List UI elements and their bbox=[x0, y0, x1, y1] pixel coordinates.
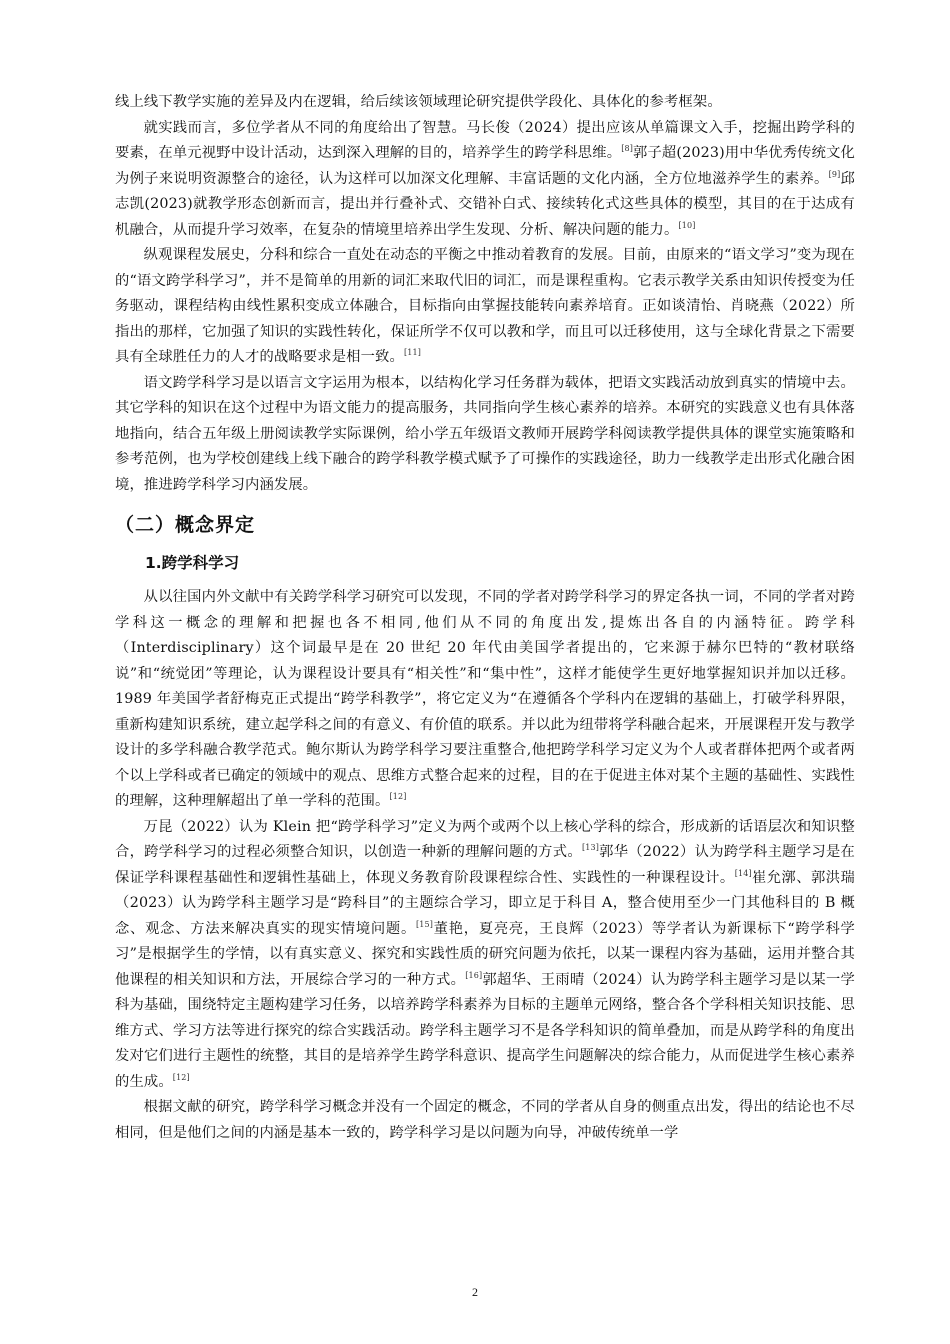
citation-marker: [10] bbox=[678, 220, 696, 230]
page-content bbox=[115, 90, 855, 1146]
paragraph-text: 就实践而言，多位学者从不同的角度给出了智慧。马长俊（2024）提出应该从单篇课文入手，挖掘出跨学科的要素，在单元视野中设计活动，达到深入理解的目的，培养学生的跨学科思维。 bbox=[115, 119, 855, 161]
paragraph-text: 从以往国内外文献中有关跨学科学习研究可以发现，不同的学者对跨学科学习的界定各执一词，不同的学者对跨学科这一概念的理解和把握也各不相同,他们从不同的角度出发,提炼出各自的内涵特征。跨学科（Interdisciplinary）这个词最早是在 20 世纪 20 年代由美国学者提出的，它来源于赫尔巴特的“教材联络说”和“统觉团”等理论，认为课程设计要具有“相关性”和“集中性”，这样才能使学生更好地掌握知识并加以迁移。1989 年美国学者舒梅克正式提出“跨学科教学”，将它定义为“在遵循各个学科内在逻辑的基础上，打破学科界限，重新构建知识系统，建立起学科之间的有意义、有价值的联系。并以此为纽带将学科融合起来，开展课程开发与教学设计的多学科融合教学范式。鲍尔斯认为跨学科学习要注重整合,他把跨学科学习定义为个人或者群体把两个或者两个以上学科或者已确定的领域中的观点、思维方式整合起来的过程，目的在于促进主体对某个主题的基础性、实践性的理解，这种理解超出了单一学科的范围。 bbox=[115, 589, 855, 809]
paragraph-text: 邱志凯(2023)就教学形态创新而言，提出并行叠补式、交错补白式、接续转化式这些具体的模型，其目的在于达成有机融合，从而提升学习效率，在复杂的情境里培养出学生发现、分析、解决问题的能力。 bbox=[115, 170, 855, 238]
paragraph-text: 崔允漷、郭洪瑞（2023）认为跨学科主题学习是“跨科目”的主题综合学习，即立足于科目 A，整合使用至少一门其他科目的 B 概念、观念、方法来解决真实的现实情境问题。 bbox=[115, 869, 855, 937]
citation-marker: [15] bbox=[416, 919, 434, 929]
citation-marker: [11] bbox=[403, 348, 421, 357]
citation-marker: [8] bbox=[621, 144, 633, 153]
paragraph-text: 郭超华、王雨晴（2024）认为跨学科主题学习是以某一学科为基础，围绕特定主题构建学习任务，以培养跨学科素养为目标的主题单元网络，整合各个学科相关知识技能、思维方式、学习方法等进行探究的综合实践活动。跨学科主题学习不是各学科知识的简单叠加，而是从跨学科的角度出发对它们进行主题性的统整，其目的是培养学生跨学科意识、提高学生问题解决的综合能力，从而促进学生核心素养的生成。 bbox=[115, 971, 855, 1090]
section-heading: （二）概念界定 bbox=[115, 514, 256, 536]
citation-marker: [12] bbox=[172, 1072, 190, 1082]
citation-marker: [16] bbox=[465, 970, 483, 980]
body-paragraph bbox=[115, 585, 855, 815]
citation-marker: [13] bbox=[581, 843, 599, 852]
paragraph-text: 郭子超(2023)用中华优秀传统文化为例子来说明资源整合的途径，认为这样可以加深文化理解、丰富话题的文化内涵，全方位地滋养学生的素养。 bbox=[115, 145, 855, 187]
body-paragraph: 根据文献的研究，跨学科学习概念并没有一个固定的概念，不同的学者从自身的侧重点出发，得出的结论也不尽相同，但是他们之间的内涵是基本一致的，跨学科学习是以问题为向导，冲破传统单一学 bbox=[115, 1099, 855, 1141]
body-paragraph bbox=[115, 243, 855, 371]
top-paragraphs bbox=[115, 90, 855, 498]
body-paragraph: 线上线下教学实施的差异及内在逻辑，给后续该领域理论研究提供学段化、具体化的参考框架。 bbox=[115, 94, 722, 110]
paragraph-text: 董艳，夏亮亮，王良辉（2023）等学者认为新课标下“跨学科学习”是根据学生的学情，以有真实意义、探究和实践性质的研究问题为依托，以某一课程内容为基础，运用并整合其他课程的相关知识和方法，开展综合学习的一种方式。 bbox=[115, 920, 855, 988]
body-paragraph: 语文跨学科学习是以语言文字运用为根本，以结构化学习任务群为载体，把语文实践活动放到真实的情境中去。其它学科的知识在这个过程中为语文能力的提高服务，共同指向学生核心素养的培养。本研究的实践意义也有具体落地指向，结合五年级上册阅读教学实际课例，给小学五年级语文教师开展跨学科阅读教学提供具体的课堂实施策略和参考范例，也为学校创建线上线下融合的跨学科教学模式赋予了可操作的实践途径，助力一线教学走出形式化融合困境，推进跨学科学习内涵发展。 bbox=[115, 374, 855, 493]
body-paragraph bbox=[115, 116, 855, 244]
citation-marker: [9] bbox=[828, 169, 841, 179]
subsection-heading: 1.跨学科学习 bbox=[145, 554, 240, 572]
citation-marker: [14] bbox=[734, 868, 752, 878]
paragraph-text: 纵观课程发展史，分科和综合一直处在动态的平衡之中推动着教育的发展。目前，由原来的“语文学习”变为现在的“语文跨学科学习”，并不是简单的用新的词汇来取代旧的词汇，而是课程重构。它表示教学关系由知识传授变为任务驱动，课程结构由线性累积变成立体融合，目标指向由掌握技能转向素养培育。正如谈清怡、肖晓燕（2022）所指出的那样，它加强了知识的实践性转化，保证所学不仅可以教和学，而且可以迁移使用，这与全球化背景之下需要具有全球胜任力的人才的战略要求是相一致。 bbox=[115, 247, 855, 365]
paragraph-text: 郭华（2022）认为跨学科主题学习是在保证学科课程基础性和逻辑性基础上，体现义务教育阶段课程综合性、实践性的一种课程设计。 bbox=[115, 844, 855, 886]
page-number: 2 bbox=[472, 1285, 478, 1299]
body-paragraph bbox=[115, 815, 855, 1096]
bottom-paragraphs bbox=[115, 585, 855, 1146]
citation-marker: [12] bbox=[389, 792, 407, 801]
paragraph-text: 万昆（2022）认为 Klein 把“跨学科学习”定义为两个或两个以上核心学科的综合，形成新的话语层次和知识整合，跨学科学习的过程必须整合知识，以创造一种新的理解问题的方式。 bbox=[115, 818, 855, 860]
